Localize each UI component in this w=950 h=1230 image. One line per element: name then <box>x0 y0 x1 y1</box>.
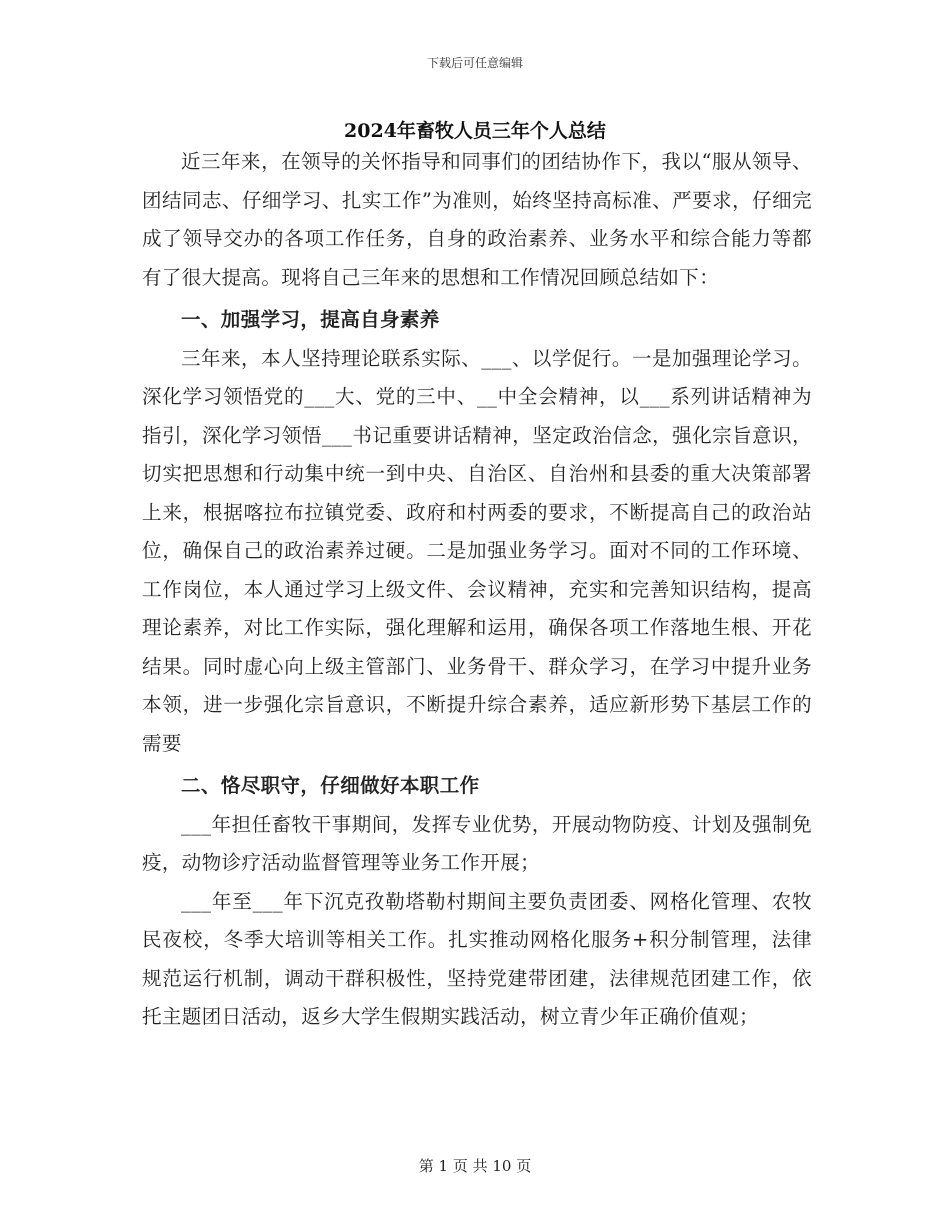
document-title: 2024年畜牧人员三年个人总结 <box>344 120 606 142</box>
section-2-paragraph-1: ___年担任畜牧干事期间，发挥专业优势，开展动物防疫、计划及强制免疫，动物诊疗活动监督管理等业务工作开展； <box>142 812 812 874</box>
section-2-paragraph-2: ___年至___年下沉克孜勒塔勒村期间主要负责团委、网格化管理、农牧民夜校，冬季大培训等相关工作。扎实推动网格化服务+积分制管理，法律规范运行机制，调动干群积极性，坚持党建带团建，法律规范团建工作，依托主题团日活动，返乡大学生假期实践活动，树立青少年正确价值观； <box>142 889 812 1028</box>
section-2-heading: 二、恪尽职守，仔细做好本职工作 <box>181 774 480 797</box>
page-header: 下载后可任意编辑 <box>426 56 523 70</box>
section-1-paragraph: 三年来，本人坚持理论联系实际、___、以学促行。一是加强理论学习。深化学习领悟党的___大、党的三中、__中全会精神，以___系列讲话精神为指引，深化学习领悟___书记重要讲话精神，坚定政治信念，强化宗旨意识，切实把思想和行动集中统一到中央、自治区、自治州和县委的重大决策部署上来，根据喀拉布拉镇党委、政府和村两委的要求，不断提高自己的政治站位，确保自己的政治素养过硬。二是加强业务学习。面对不同的工作环境、工作岗位，本人通过学习上级文件、会议精神，充实和完善知识结构，提高理论素养，对比工作实际，强化理解和运用，确保各项工作落地生根、开花结果。同时虚心向上级主管部门、业务骨干、群众学习，在学习中提升业务本领，进一步强化宗旨意识，不断提升综合素养，适应新形势下基层工作的需要 <box>142 346 812 755</box>
page-footer: 第 1 页 共 10 页 <box>418 1157 532 1175</box>
section-1-heading: 一、加强学习，提高自身素养 <box>181 308 440 331</box>
intro-paragraph: 近三年来，在领导的关怀指导和同事们的团结协作下，我以“服从领导、团结同志、仔细学习、扎实工作”为准则，始终坚持高标准、严要求，仔细完成了领导交办的各项工作任务，自身的政治素养、业务水平和综合能力等都有了很大提高。现将自己三年来的思想和工作情况回顾总结如下： <box>142 150 812 289</box>
document-body <box>142 143 812 1037</box>
